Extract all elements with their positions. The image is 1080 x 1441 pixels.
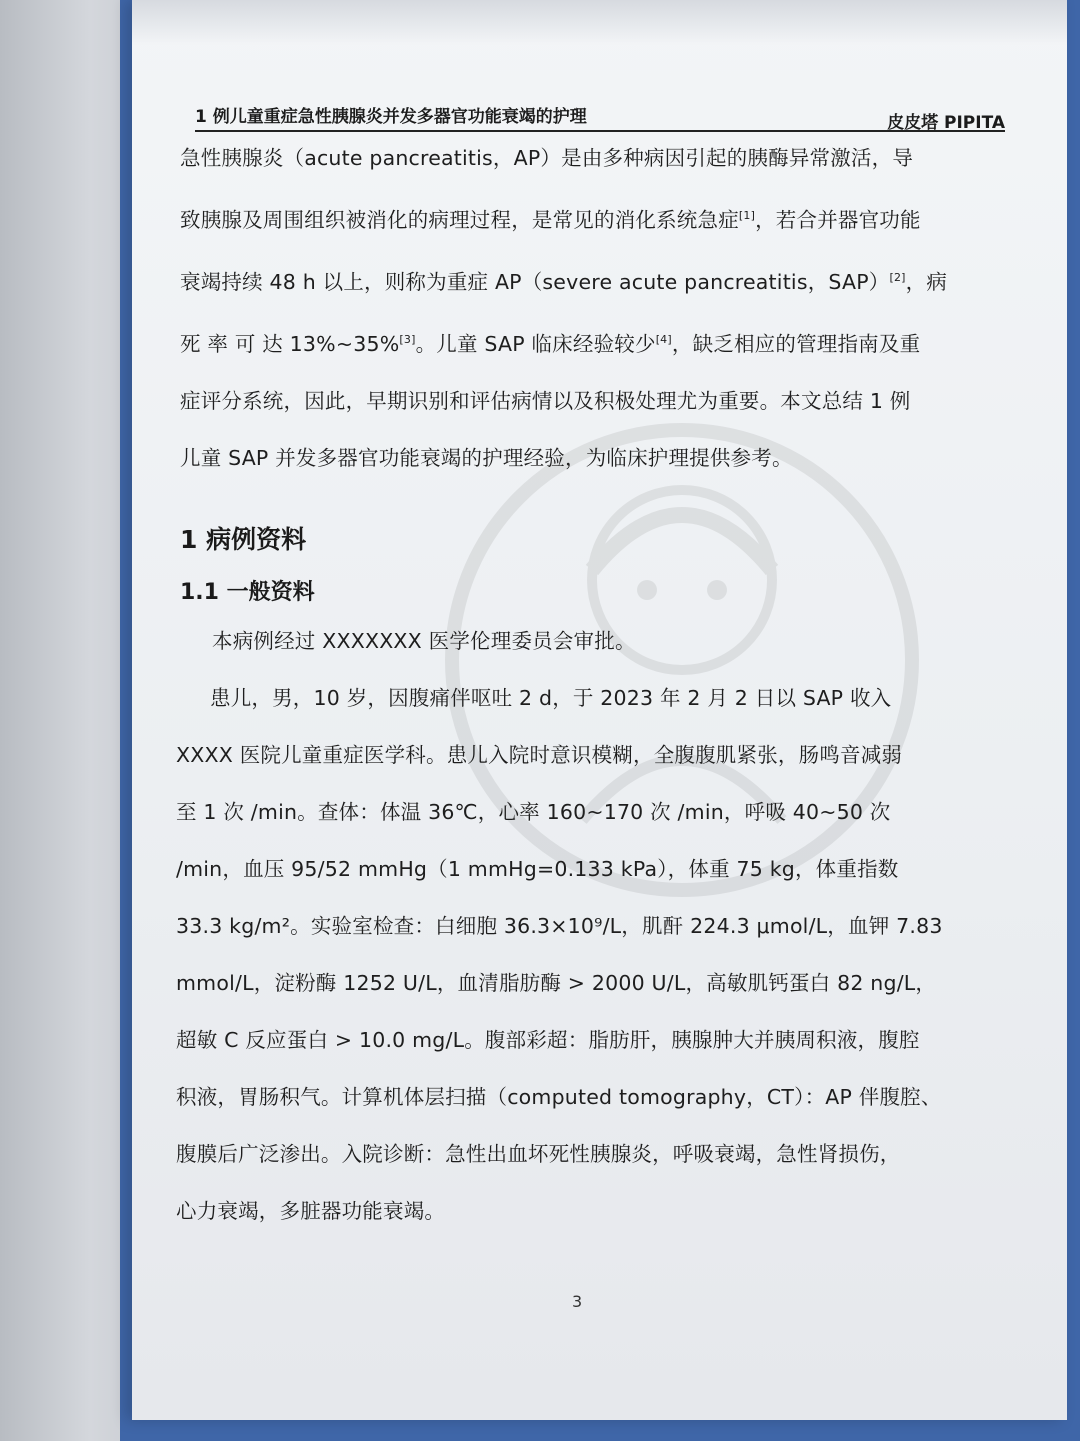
- case-line: 至 1 次 /min。查体：体温 36℃，心率 160~170 次 /min，呼吸 40~50 次: [176, 800, 891, 824]
- intro-line: 死 率 可 达 13%~35%[3]。儿童 SAP 临床经验较少[4]，缺乏相应的管理指南及重: [180, 332, 921, 356]
- ethics-paragraph: [180, 613, 1030, 670]
- case-paragraph: [176, 670, 1026, 1240]
- header-title: 1 例儿童重症急性胰腺炎并发多器官功能衰竭的护理: [195, 107, 587, 127]
- case-line: 超敏 C 反应蛋白 > 10.0 mg/L。腹部彩超：脂肪肝，胰腺肿大并胰周积液，腹腔: [176, 1028, 920, 1052]
- intro-line: 衰竭持续 48 h 以上，则称为重症 AP（severe acute pancreatitis，SAP）[2]，病: [180, 270, 948, 294]
- header-brand: 皮皮塔 PIPITA: [887, 113, 1005, 133]
- case-line: 腹膜后广泛渗出。入院诊断：急性出血坏死性胰腺炎，呼吸衰竭，急性肾损伤，: [176, 1142, 901, 1166]
- intro-line: 急性胰腺炎（acute pancreatitis，AP）是由多种病因引起的胰酶异常激活，导: [180, 146, 914, 170]
- intro-line: 致胰腺及周围组织被消化的病理过程，是常见的消化系统急症[1]，若合并器官功能: [180, 208, 921, 232]
- case-line: 心力衰竭，多脏器功能衰竭。: [176, 1199, 446, 1223]
- subsection-heading: 1.1 一般资料: [180, 580, 315, 605]
- ethics-line: 本病例经过 XXXXXXX 医学伦理委员会审批。: [212, 629, 636, 653]
- case-line: XXXX 医院儿童重症医学科。患儿入院时意识模糊，全腹腹肌紧张，肠鸣音减弱: [176, 743, 903, 767]
- document-page: [132, 0, 1067, 1420]
- intro-line: 儿童 SAP 并发多器官功能衰竭的护理经验，为临床护理提供参考。: [180, 446, 793, 470]
- page-number: 3: [572, 1292, 583, 1311]
- case-line: mmol/L，淀粉酶 1252 U/L，血清脂肪酶 > 2000 U/L，高敏肌钙蛋白 82 ng/L，: [176, 971, 937, 995]
- case-line: 患儿，男，10 岁，因腹痛伴呕吐 2 d，于 2023 年 2 月 2 日以 SAP 收入: [210, 686, 892, 710]
- intro-line: 症评分系统，因此，早期识别和评估病情以及积极处理尤为重要。本文总结 1 例: [180, 389, 911, 413]
- intro-paragraph: [180, 130, 1030, 487]
- running-header: [195, 100, 1005, 132]
- case-line: 33.3 kg/m²。实验室检查：白细胞 36.3×10⁹/L，肌酐 224.3 μmol/L，血钾 7.83: [176, 914, 943, 938]
- case-line: 积液，胃肠积气。计算机体层扫描（computed tomography，CT）：AP 伴腹腔、: [176, 1085, 942, 1109]
- page-top-shadow: [132, 0, 1067, 45]
- case-line: /min，血压 95/52 mmHg（1 mmHg=0.133 kPa），体重 75 kg，体重指数: [176, 857, 899, 881]
- section-heading: 1 病例资料: [180, 525, 307, 554]
